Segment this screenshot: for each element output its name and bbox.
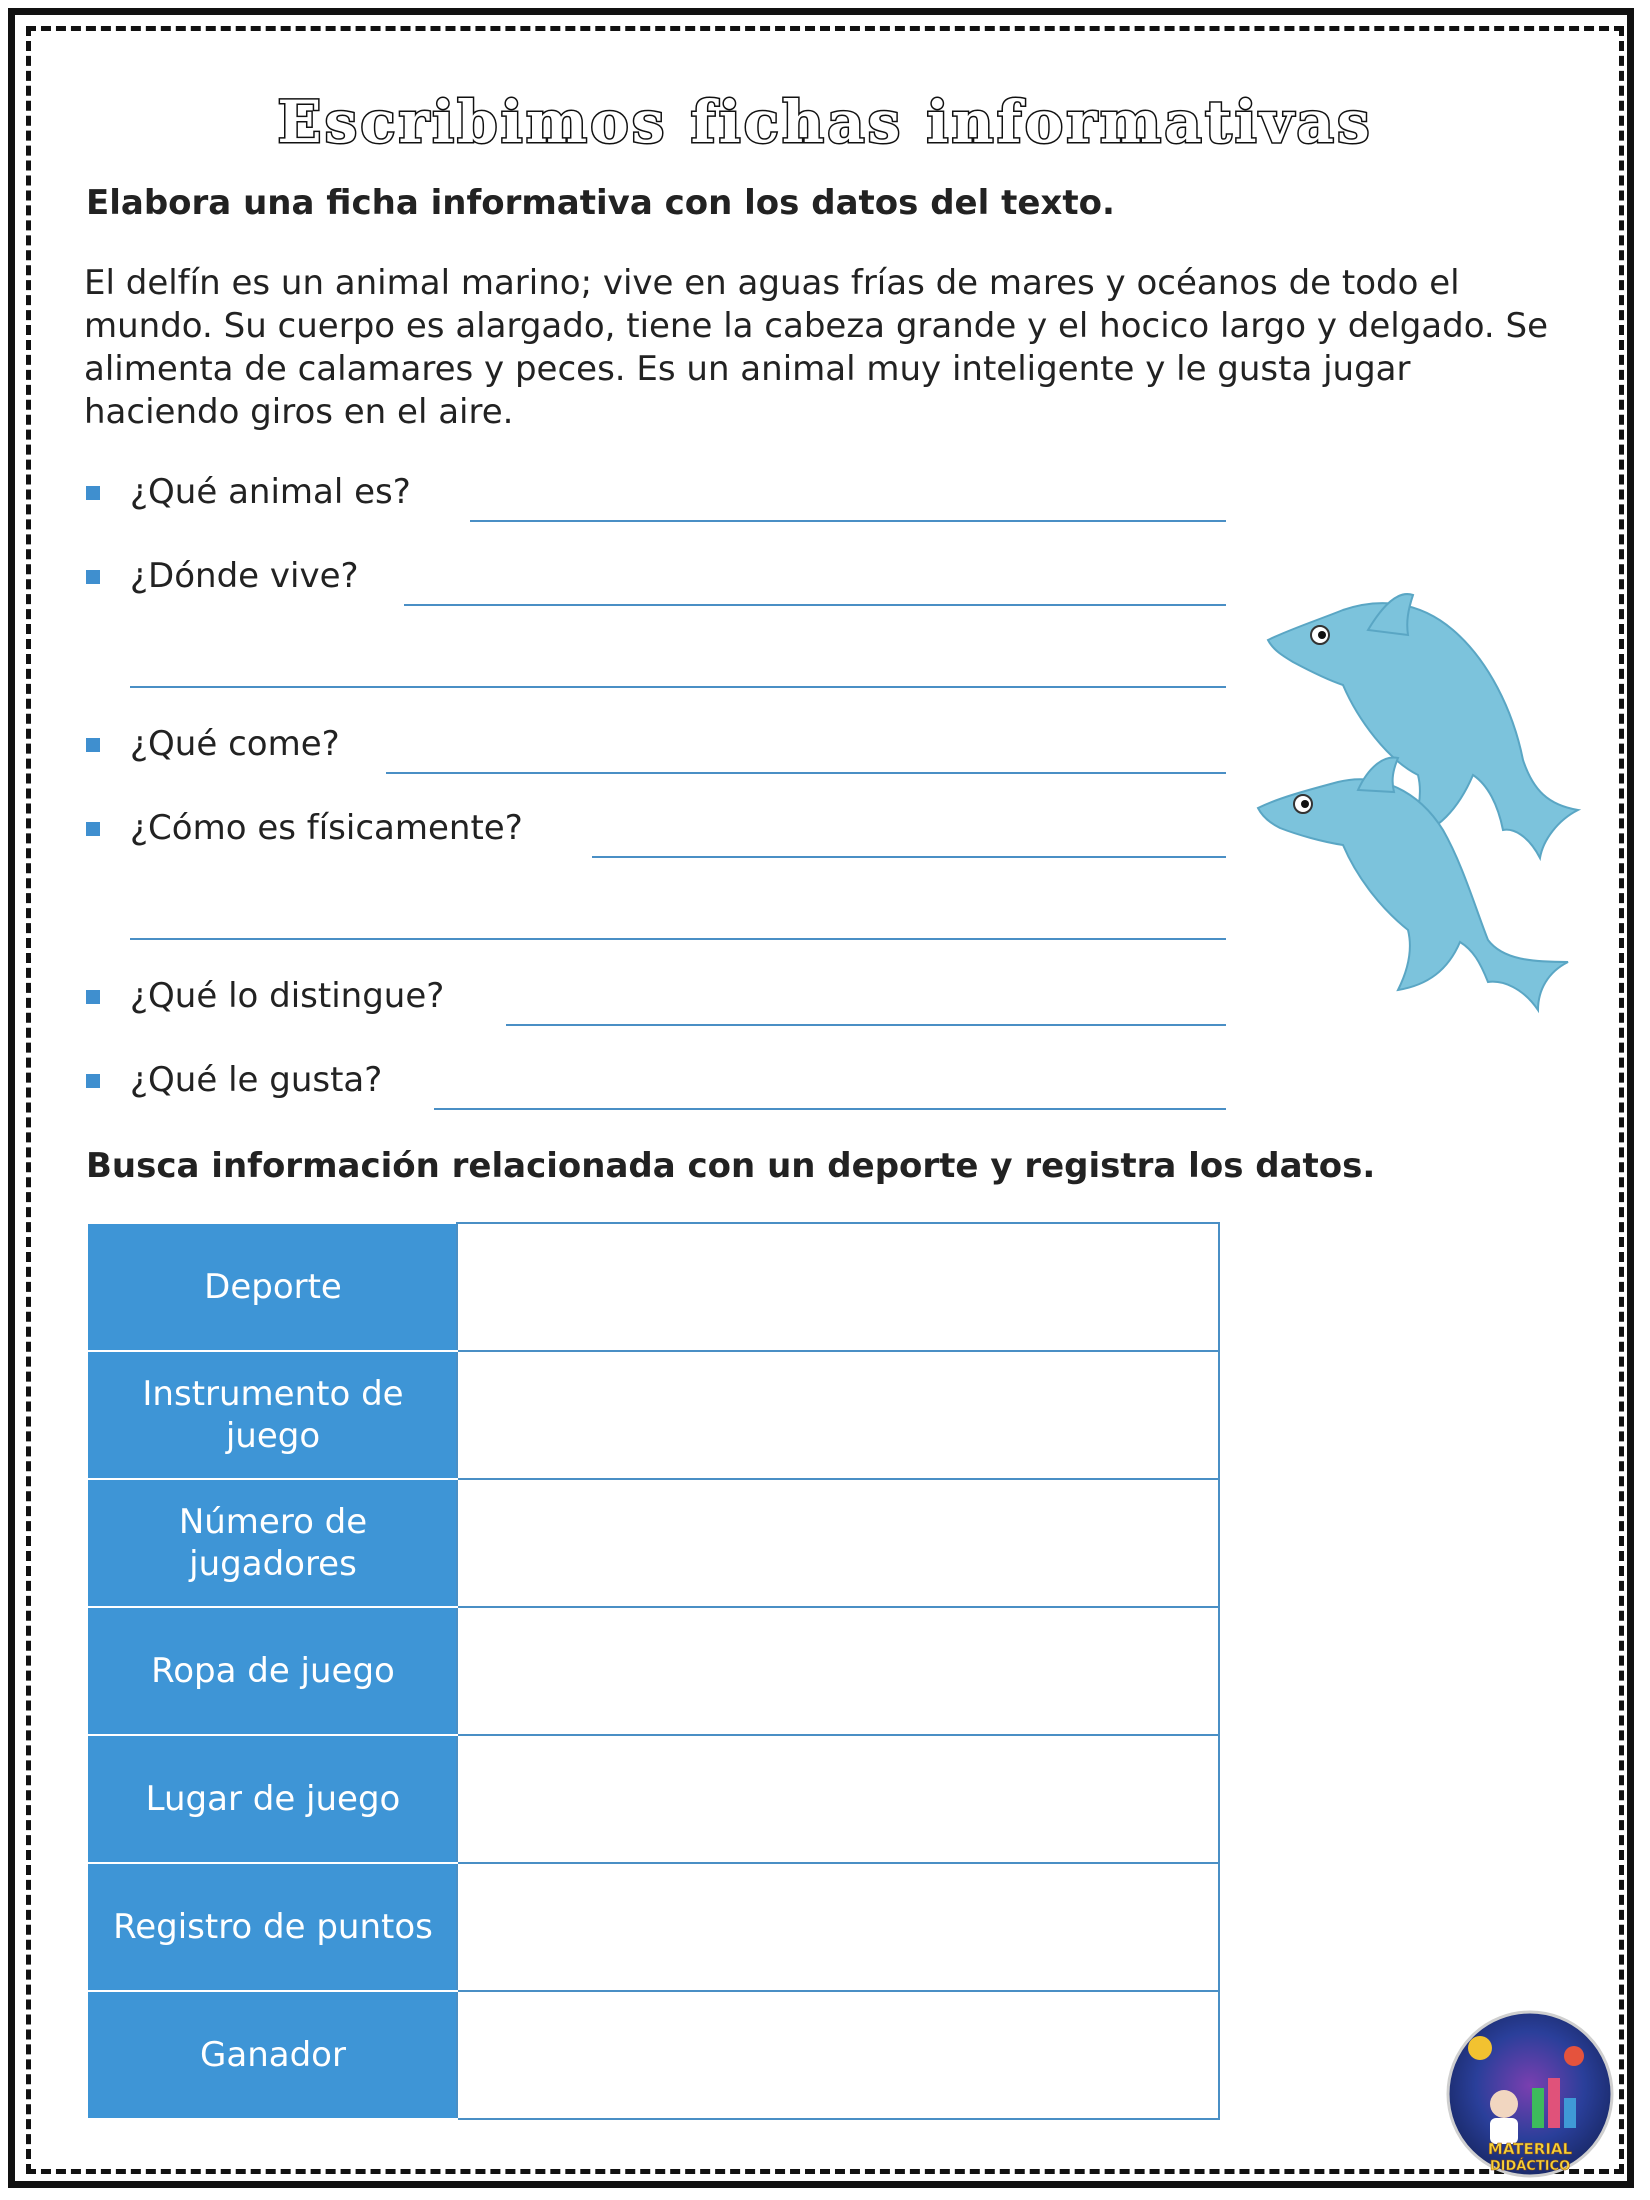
question-label: ¿Qué le gusta? (130, 1060, 383, 1100)
question-donde-vive (86, 556, 1226, 606)
table-row (89, 1863, 1219, 1991)
row-label-ropa: Ropa de juego (89, 1607, 457, 1735)
table-row (89, 1351, 1219, 1479)
question-que-come (86, 724, 1226, 774)
instruction-deporte: Busca información relacionada con un deporte y registra los datos. (86, 1146, 1376, 1186)
row-label-registro: Registro de puntos (89, 1863, 457, 1991)
row-label-ganador: Ganador (89, 1991, 457, 2119)
answer-line-donde-vive-continued[interactable] (130, 686, 1226, 688)
question-distingue (86, 976, 1226, 1026)
bullet-icon (86, 738, 100, 752)
sport-info-table (88, 1222, 1220, 2120)
cell-lugar[interactable] (457, 1735, 1219, 1863)
answer-line-distingue[interactable] (506, 1024, 1226, 1026)
answer-line-que-come[interactable] (386, 772, 1226, 774)
question-fisicamente (86, 808, 1226, 858)
question-label: ¿Dónde vive? (130, 556, 359, 596)
material-didactico-logo (1444, 2008, 1616, 2180)
table-row (89, 1479, 1219, 1607)
bullet-icon (86, 486, 100, 500)
page-title: Escribimos fichas informativas (277, 88, 1373, 156)
bullet-icon (86, 1074, 100, 1088)
question-label: ¿Qué animal es? (130, 472, 411, 512)
cell-ganador[interactable] (457, 1991, 1219, 2119)
table-row (89, 1991, 1219, 2119)
row-label-deporte: Deporte (89, 1223, 457, 1351)
cell-instrumento[interactable] (457, 1351, 1219, 1479)
cell-deporte[interactable] (457, 1223, 1219, 1351)
answer-line-fisicamente-continued[interactable] (130, 938, 1226, 940)
question-label: ¿Qué lo distingue? (130, 976, 445, 1016)
bullet-icon (86, 990, 100, 1004)
table-row (89, 1607, 1219, 1735)
cell-ropa[interactable] (457, 1607, 1219, 1735)
dolphin-paragraph: El delfín es un animal marino; vive en aguas frías de mares y océanos de todo el mundo. Su cuerpo es alargado, tiene la cabeza grande y el hocico largo y delgado. Se alimenta de calamares y peces. Es un animal muy inteligente y le gusta jugar haciendo giros en el aire. (84, 263, 1549, 432)
answer-line-fisicamente[interactable] (592, 856, 1226, 858)
row-label-jugadores: Número de jugadores (89, 1479, 457, 1607)
bullet-icon (86, 570, 100, 584)
answer-line-le-gusta[interactable] (434, 1108, 1226, 1110)
table-row (89, 1223, 1219, 1351)
row-label-lugar: Lugar de juego (89, 1735, 457, 1863)
table-row (89, 1735, 1219, 1863)
instruction-ficha: Elabora una ficha informativa con los datos del texto. (86, 183, 1115, 223)
logo-text: MATERIAL (1487, 2140, 1573, 2158)
cell-registro[interactable] (457, 1863, 1219, 1991)
answer-line-donde-vive[interactable] (404, 604, 1226, 606)
question-animal (86, 472, 1226, 522)
question-le-gusta (86, 1060, 1226, 1110)
row-label-instrumento: Instrumento de juego (89, 1351, 457, 1479)
cell-jugadores[interactable] (457, 1479, 1219, 1607)
question-label: ¿Qué come? (130, 724, 340, 764)
answer-line-animal[interactable] (470, 520, 1226, 522)
question-label: ¿Cómo es físicamente? (130, 808, 523, 848)
bullet-icon (86, 822, 100, 836)
dolphins-illustration (1248, 590, 1598, 1020)
logo-text-2: DIDÁCTICO (1489, 2159, 1571, 2174)
